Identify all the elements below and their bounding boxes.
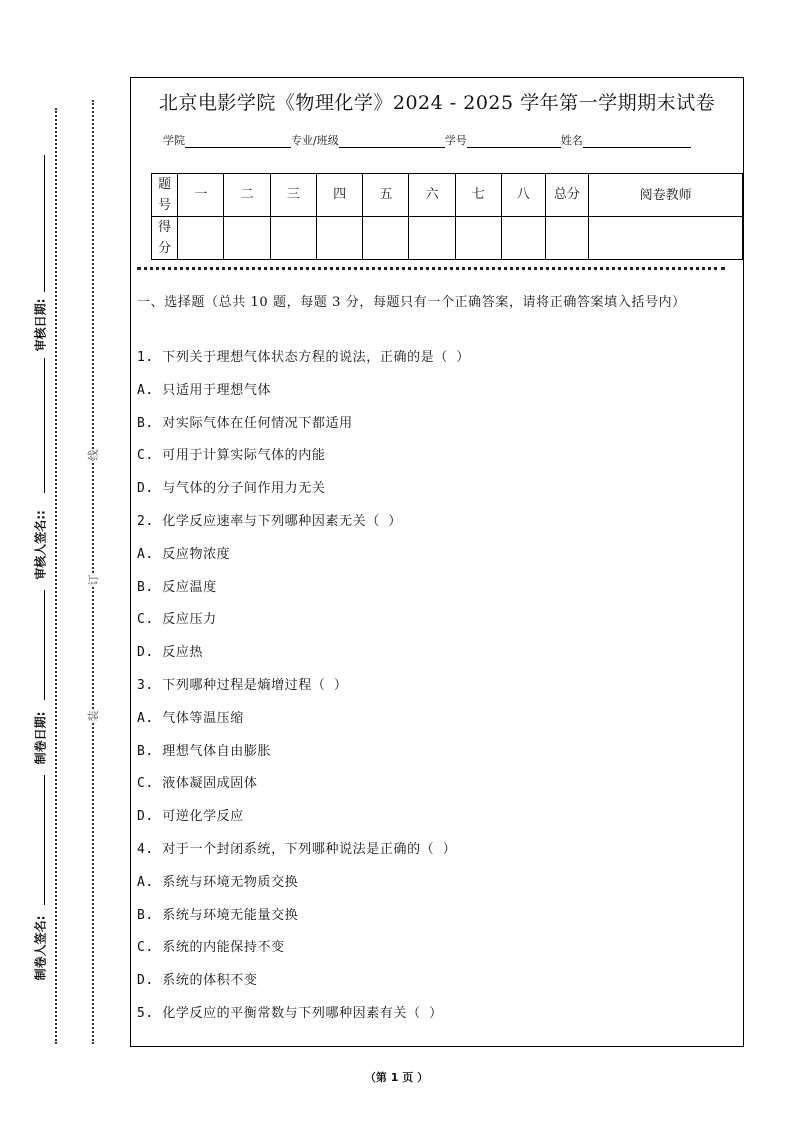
col-header: 七	[455, 174, 501, 217]
answer-option: D. 系统的体积不变	[137, 973, 258, 989]
student-id-blank[interactable]	[467, 135, 561, 148]
score-cell[interactable]	[224, 217, 270, 260]
preparer-signature-label: 制卷人签名:	[33, 915, 48, 981]
row-label-question: 题号	[152, 174, 178, 217]
signature-line	[44, 590, 45, 700]
bind-char-staple: 订	[87, 574, 100, 586]
exam-frame	[130, 77, 744, 1047]
col-header: 二	[224, 174, 270, 217]
score-table	[151, 173, 743, 260]
answer-option: C. 系统的内能保持不变	[137, 940, 285, 956]
answer-option: A. 反应物浓度	[137, 546, 231, 562]
exam-title: 北京电影学院《物理化学》2024 - 2025 学年第一学期期末试卷	[158, 92, 716, 114]
bind-char-bind: 装	[87, 710, 100, 722]
signature-line	[44, 358, 45, 493]
signature-line	[44, 155, 45, 292]
question-stem: 1. 下列关于理想气体状态方程的说法，正确的是（ ）	[137, 350, 470, 365]
answer-option: D. 反应热	[137, 645, 204, 661]
student-info-row	[163, 132, 691, 148]
question-stem: 3. 下列哪种过程是熵增过程（ ）	[137, 678, 348, 693]
row-label-score: 得分	[152, 217, 178, 260]
score-cell[interactable]	[316, 217, 362, 260]
col-header: 一	[178, 174, 224, 217]
answer-option: A. 气体等温压缩	[137, 710, 244, 726]
answer-option: C. 反应压力	[137, 612, 217, 628]
score-cell[interactable]	[409, 217, 455, 260]
answer-option: B. 系统与环境无能量交换	[137, 907, 299, 923]
col-header: 三	[270, 174, 316, 217]
field-label-name: 姓名	[560, 134, 583, 147]
answer-option: B. 理想气体自由膨胀	[137, 743, 272, 759]
signature-line	[44, 775, 45, 905]
answer-option: C. 液体凝固成固体	[137, 776, 258, 792]
question-stem: 2. 化学反应速率与下列哪种因素无关（ ）	[137, 514, 402, 529]
col-header: 阅卷教师	[589, 174, 743, 217]
section-heading: 一、选择题（总共 10 题，每题 3 分，每题只有一个正确答案，请将正确答案填入括号内）	[137, 295, 686, 310]
field-label-college: 学院	[163, 134, 185, 147]
reviewer-signature-label: 审核人签名::	[33, 510, 48, 580]
answer-option: B. 对实际气体在任何情况下都适用	[137, 415, 353, 431]
score-cell[interactable]	[589, 217, 743, 260]
name-blank[interactable]	[583, 135, 691, 148]
answer-option: D. 可逆化学反应	[137, 809, 244, 825]
answer-option: B. 反应温度	[137, 579, 217, 595]
question-stem: 4. 对于一个封闭系统，下列哪种说法是正确的（ ）	[137, 842, 457, 857]
question-stem: 5. 化学反应的平衡常数与下列哪种因素有关（ ）	[137, 1006, 443, 1021]
binding-dotted-line-outer	[55, 108, 57, 1044]
binding-dotted-line-inner	[92, 100, 94, 1044]
score-cell[interactable]	[270, 217, 316, 260]
major-blank[interactable]	[339, 135, 445, 148]
score-cell[interactable]	[501, 217, 545, 260]
score-cell[interactable]	[545, 217, 589, 260]
page-number: （第 1 页 ）	[364, 1071, 429, 1084]
answer-option: C. 可用于计算实际气体的内能	[137, 448, 326, 464]
college-blank[interactable]	[185, 135, 291, 148]
col-header: 六	[409, 174, 455, 217]
col-header: 四	[316, 174, 362, 217]
answer-option: A. 系统与环境无物质交换	[137, 874, 299, 890]
answer-option: A. 只适用于理想气体	[137, 382, 272, 398]
score-cell[interactable]	[363, 217, 409, 260]
review-date-label: 审核日期:	[33, 298, 48, 352]
col-header: 总分	[545, 174, 589, 217]
answer-option: D. 与气体的分子间作用力无关	[137, 481, 326, 497]
score-cell[interactable]	[455, 217, 501, 260]
col-header: 五	[363, 174, 409, 217]
dotted-separator	[137, 267, 725, 270]
col-header: 八	[501, 174, 545, 217]
prepare-date-label: 制卷日期:	[33, 711, 48, 765]
field-label-major: 专业/班级	[291, 134, 339, 147]
bind-char-line: 线	[87, 449, 100, 461]
field-label-id: 学号	[444, 134, 467, 147]
score-cell[interactable]	[178, 217, 224, 260]
